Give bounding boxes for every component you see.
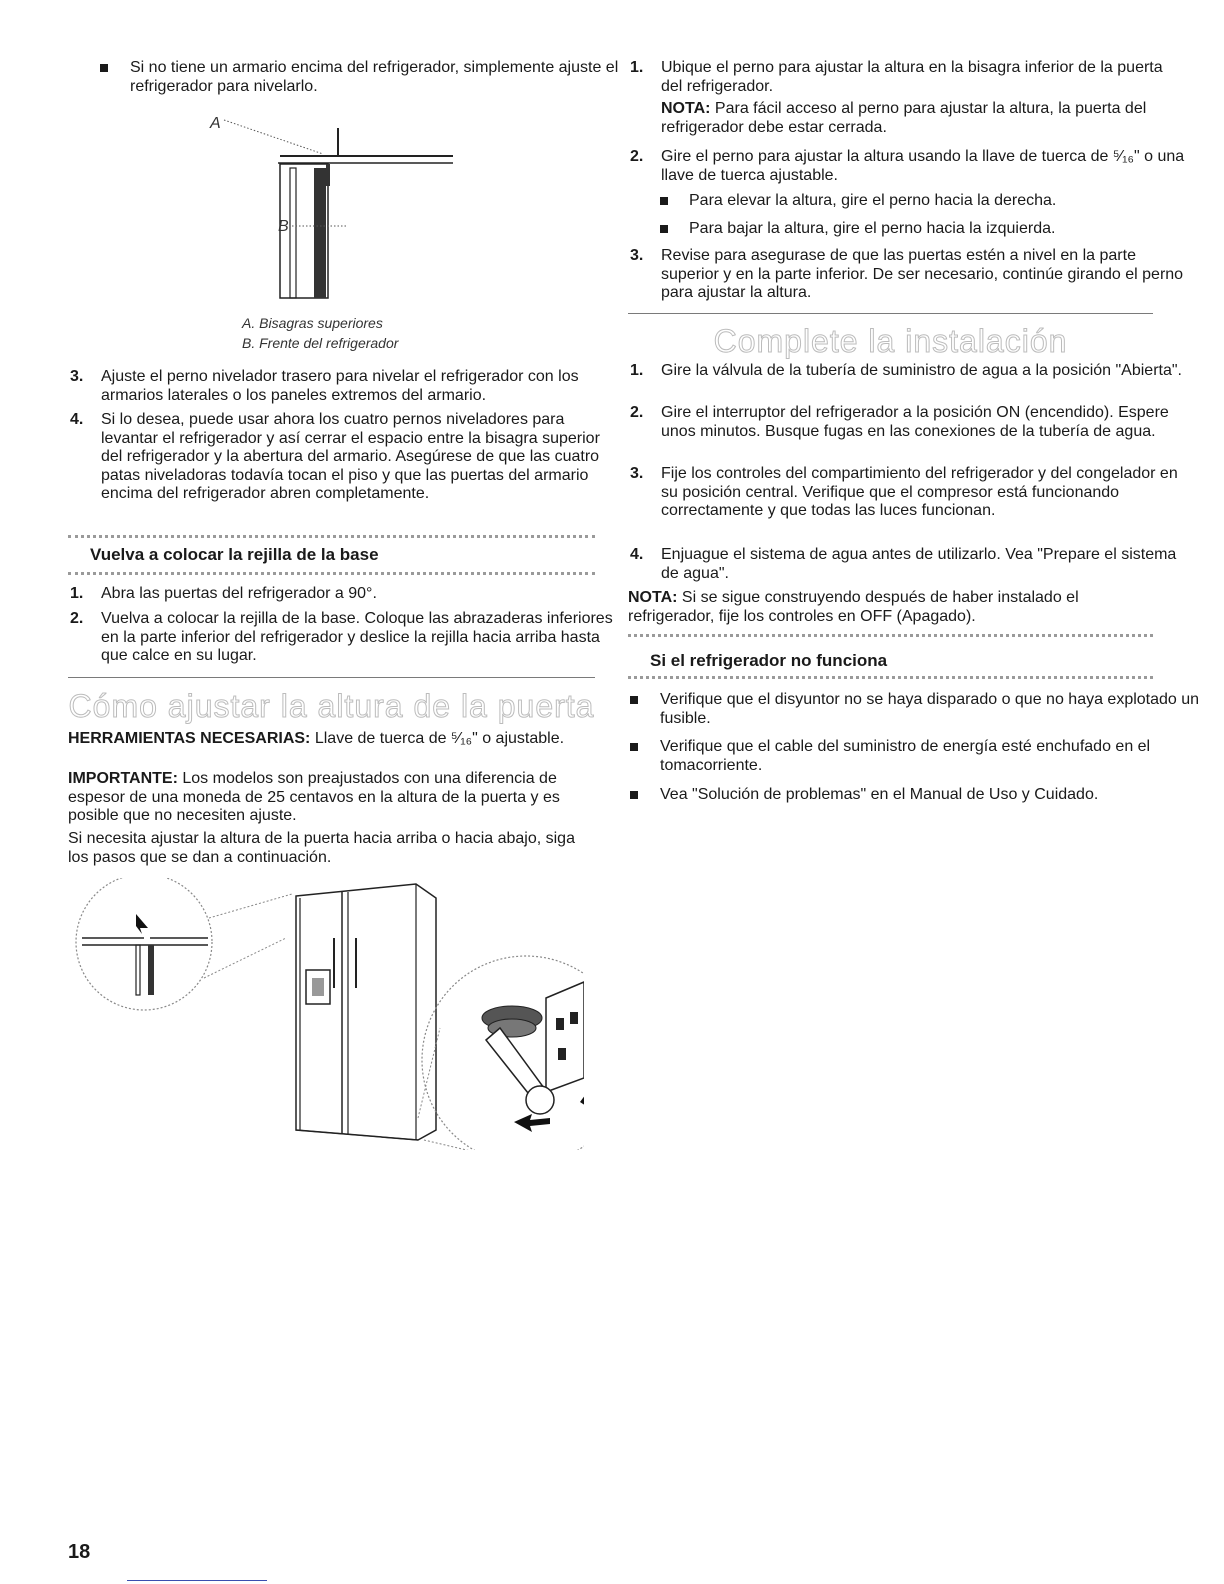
not-working-bullet: Verifique que el disyuntor no se haya disparado o que no haya explotado un fusible.: [598, 691, 1215, 728]
important-label: IMPORTANTE:: [68, 770, 178, 787]
height-step-1: [628, 59, 1186, 96]
important-text: Los modelos son preajustados con una diferencia de espesor de una moneda de 25 centavos en la altura de la puerta y es posible que no necesiten ajuste.: [68, 770, 560, 824]
hinge-zoom-circle: [76, 878, 212, 1010]
step-number: 4.: [70, 411, 84, 428]
base-grille-heading: Vuelva a colocar la rejilla de la base: [90, 545, 379, 564]
grille-step-1: [68, 585, 623, 604]
section-rule: [68, 677, 595, 678]
complete-step-1: [628, 362, 1186, 381]
step-text: Revise para asegurase de que las puertas estén a nivel en la parte superior y en la parte inferior. De ser necesario, continúe girando el perno para ajustar la altura.: [661, 247, 1184, 301]
tools-label: HERRAMIENTAS NECESARIAS:: [68, 730, 311, 747]
height-step-1-note: [661, 100, 1153, 137]
wrench-icon: [486, 1028, 554, 1114]
grille-step-2: [68, 610, 623, 666]
note-label: NOTA:: [661, 100, 711, 117]
step-number: 1.: [630, 59, 644, 76]
complete-step-3: [628, 465, 1186, 521]
height-step-3: [628, 247, 1186, 303]
arrow-icon: [136, 914, 148, 934]
step-4-leveling: [68, 411, 623, 504]
complete-note: [628, 589, 1153, 626]
step-text: Ubique el perno para ajustar la altura en la bisagra inferior de la puerta del refrigerador.: [661, 59, 1163, 95]
section-divider: [628, 676, 1153, 679]
step-text: Si lo desea, puede usar ahora los cuatro pernos niveladores para levantar el refrigerador y así cerrar el espacio entre la bisagra superior del refrigerador y la abertura del armario. Asegúrese de que las cuatro patas niveladoras todavía tocan el piso y que las puertas del armario encima del refrigerador abren completamente.: [101, 411, 600, 502]
step-number: 4.: [630, 546, 644, 563]
step-number: 3.: [630, 247, 644, 264]
complete-step-2: [628, 404, 1186, 441]
intro-bullet: Si no tiene un armario encima del refrigerador, simplemente ajuste el refrigerador para nivelarlo.: [68, 59, 652, 96]
figure-label-b: B: [278, 218, 289, 235]
not-working-bullet: Verifique que el cable del suministro de energía esté enchufado en el tomacorriente.: [598, 738, 1215, 775]
step-text: Gire la válvula de la tubería de suministro de agua a la posición "Abierta".: [661, 362, 1182, 379]
step-number: 2.: [70, 610, 84, 627]
door-height-figure: [74, 878, 584, 1150]
step-text: Abra las puertas del refrigerador a 90°.: [101, 585, 377, 602]
caption-b: B. Frente del refrigerador: [242, 335, 399, 351]
section-divider: [68, 572, 595, 575]
step-number: 3.: [70, 368, 84, 385]
turn-left-arrow-icon: [514, 1114, 550, 1132]
section-rule: [628, 313, 1153, 314]
note-label: NOTA:: [628, 589, 678, 606]
footer-line: [127, 1580, 267, 1581]
page-number: 18: [68, 1541, 91, 1563]
door-height-paragraph: Si necesita ajustar la altura de la puerta hacia arriba o hacia abajo, siga los pasos que se dan a continuación.: [68, 830, 575, 866]
tools-needed: [68, 730, 590, 749]
step-number: 1.: [630, 362, 644, 379]
important-note: [68, 770, 590, 826]
height-step-2: [628, 148, 1186, 185]
step-3-leveling: [68, 368, 623, 405]
step-text: Fije los controles del compartimiento del refrigerador y del congelador en su posición central. Verifique que el compresor está funcionando correctamente y que todas las luces funcionan.: [661, 465, 1178, 519]
note-text: Para fácil acceso al perno para ajustar la altura, la puerta del refrigerador debe estar cerrada.: [661, 100, 1147, 136]
lower-height-bullet: Para bajar la altura, gire el perno hacia la izquierda.: [628, 220, 1214, 239]
section-divider: [628, 634, 1153, 637]
figure-label-a: A: [210, 115, 221, 132]
step-text: Gire el perno para ajustar la altura usando la llave de tuerca de ⁵⁄₁₆" o una llave de tuerca ajustable.: [661, 148, 1185, 184]
not-working-heading: Si el refrigerador no funciona: [650, 651, 888, 670]
step-text: Ajuste el perno nivelador trasero para nivelar el refrigerador con los armarios laterales o los paneles extremos del armario.: [101, 368, 579, 404]
step-text: Gire el interruptor del refrigerador a la posición ON (encendido). Espere unos minutos. Busque fugas en las conexiones de la tubería de agua.: [661, 404, 1169, 440]
section-divider: [68, 535, 595, 538]
step-number: 1.: [70, 585, 84, 602]
raise-height-bullet: Para elevar la altura, gire el perno hacia la derecha.: [628, 192, 1214, 211]
caption-a: A. Bisagras superiores: [242, 315, 383, 331]
complete-install-heading: Complete la instalación: [713, 323, 1068, 359]
step-number: 2.: [630, 148, 644, 165]
complete-step-4: [628, 546, 1186, 583]
step-number: 3.: [630, 465, 644, 482]
not-working-bullet: Vea "Solución de problemas" en el Manual de Uso y Cuidado.: [598, 786, 1215, 805]
tools-text: Llave de tuerca de ⁵⁄₁₆" o ajustable.: [310, 730, 565, 747]
step-number: 2.: [630, 404, 644, 421]
label-a-leader: [224, 120, 323, 154]
door-height-heading: Cómo ajustar la altura de la puerta: [68, 688, 595, 724]
step-text: Vuelva a colocar la rejilla de la base. Coloque las abrazaderas inferiores en la parte inferior del refrigerador y deslice la rejilla hacia arriba hasta que calce en su lugar.: [101, 610, 613, 664]
step-text: Enjuague el sistema de agua antes de utilizarlo. Vea "Prepare el sistema de agua".: [661, 546, 1177, 582]
note-text: Si se sigue construyendo después de haber instalado el refrigerador, fije los controles en OFF (Apagado).: [628, 589, 1079, 625]
top-hinge-figure: [198, 108, 528, 303]
refrigerator-illustration: [296, 884, 436, 1140]
